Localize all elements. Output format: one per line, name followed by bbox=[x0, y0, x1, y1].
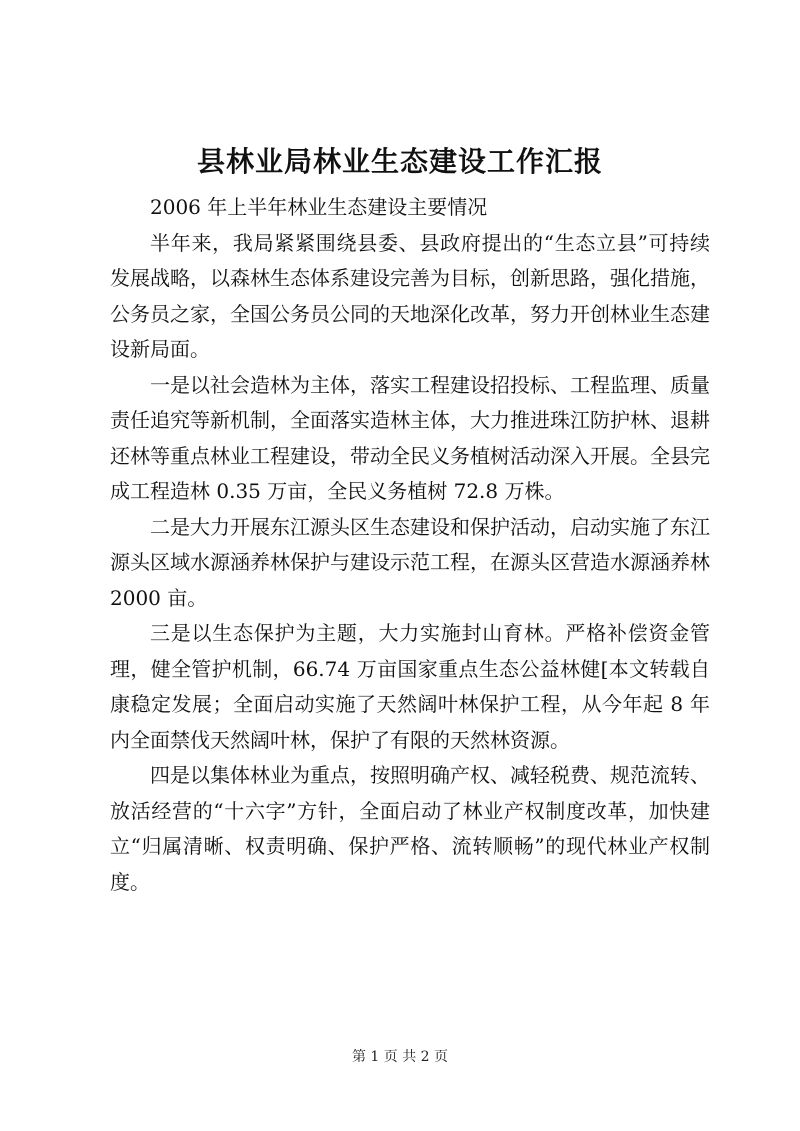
page-footer: 第 1 页 共 2 页 bbox=[351, 1049, 449, 1065]
paragraph-intro: 半年来，我局紧紧围绕县委、县政府提出的“生态立县”可持续发展战略，以森林生态体系建设完善为目标，创新思路，强化措施，公务员之家，全国公务员公同的天地深化改革，努力开创林业生态建设新局面。 bbox=[110, 230, 710, 361]
document-subtitle: 2006 年上半年林业生态建设主要情况 bbox=[150, 195, 488, 219]
paragraph-item-2: 二是大力开展东江源头区生态建设和保护活动，启动实施了东江源头区域水源涵养林保护与建设示范工程，在源头区营造水源涵养林 2000 亩。 bbox=[110, 514, 710, 610]
document-body bbox=[110, 190, 710, 900]
paragraph-item-3: 三是以生态保护为主题，大力实施封山育林。严格补偿资金管理，健全管护机制，66.74 万亩国家重点生态公益林健[本文转载自康稳定发展；全面启动实施了天然阔叶林保护工程，从今年起 8 年内全面禁伐天然阔叶林，保护了有限的天然林资源。 bbox=[110, 621, 710, 752]
paragraph-item-4: 四是以集体林业为重点，按照明确产权、减轻税费、规范流转、放活经营的“十六字”方针，全面启动了林业产权制度改革，加快建立“归属清晰、权责明确、保护严格、流转顺畅”的现代林业产权制度。 bbox=[110, 763, 710, 894]
paragraph-item-1: 一是以社会造林为主体，落实工程建设招投标、工程监理、质量责任追究等新机制，全面落实造林主体，大力推进珠江防护林、退耕还林等重点林业工程建设，带动全民义务植树活动深入开展。全县完成工程造林 0.35 万亩，全民义务植树 72.8 万株。 bbox=[110, 372, 710, 503]
document-title: 县林业局林业生态建设工作汇报 bbox=[196, 145, 603, 178]
